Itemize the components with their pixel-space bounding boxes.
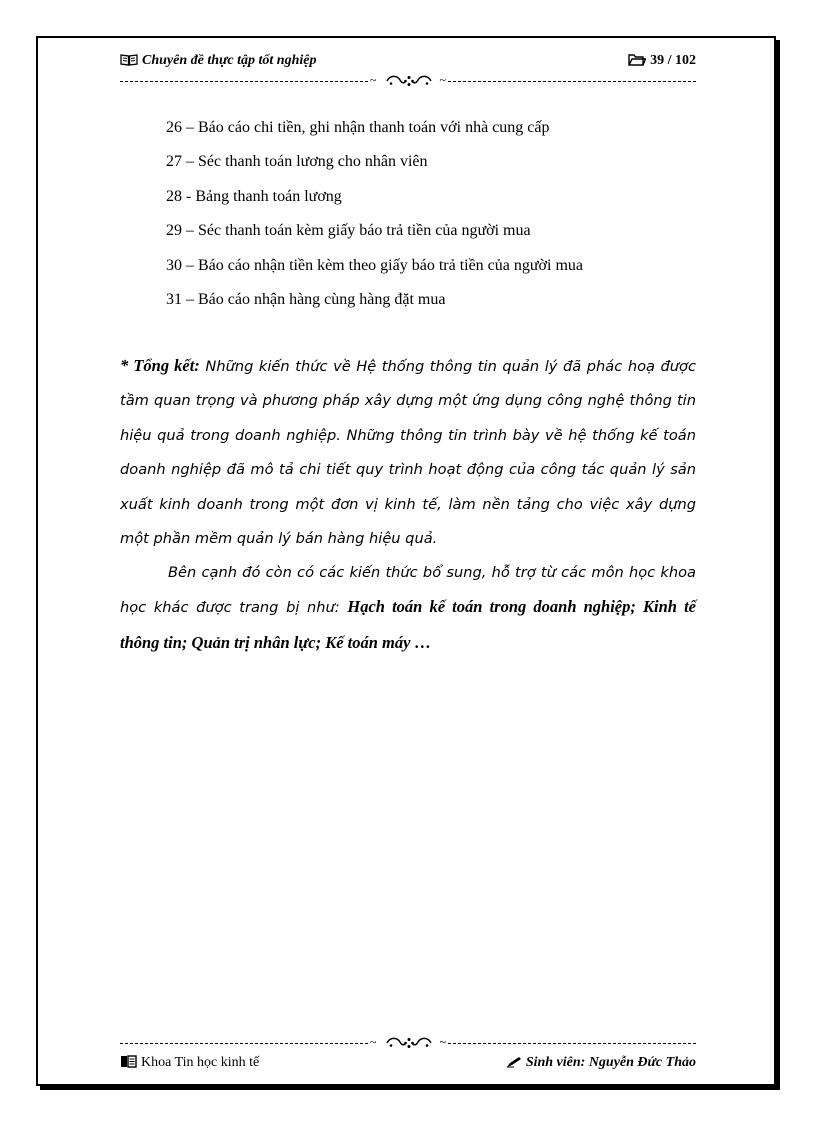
- list-item: 29 – Séc thanh toán kèm giấy báo trả tiền của người mua: [166, 222, 531, 240]
- ornament-icon: [385, 1036, 433, 1050]
- page-header: [120, 50, 696, 74]
- supplement-paragraph: [120, 556, 696, 661]
- footer-department: Khoa Tin học kinh tế: [141, 1055, 260, 1070]
- book-icon: [120, 53, 138, 71]
- summary-text: Những kiến thức về Hệ thống thông tin quản lý đã phác hoạ được tầm quan trọng và phương pháp xây dựng một ứng dụng công nghệ thông tin hiệu quả trong doanh nghiệp. Những thông tin trình bày về hệ thống kế toán doanh nghiệp đã mô tả chi tiết quy trình hoạt động của công tác quản lý sản xuất kinh doanh trong một đơn vị kinh tế, làm nền tảng cho việc xây dựng một phần mềm quản lý bán hàng hiệu quả.: [120, 358, 696, 548]
- page-footer: [120, 1053, 696, 1075]
- document-title: Chuyên đề thực tập tốt nghiệp: [142, 53, 317, 68]
- page-number: 39 / 102: [650, 53, 696, 68]
- header-divider: ~ ~: [120, 74, 696, 90]
- summary-paragraph: [120, 349, 696, 556]
- folder-icon: [628, 53, 646, 71]
- supplement-text: Bên cạnh đó còn có các kiến thức bổ sung, hỗ trợ từ các môn học khoa học khác được trang bị như:: [120, 564, 696, 617]
- header-page-group: [628, 53, 696, 71]
- ornament-icon: [385, 74, 433, 88]
- footer-student: Sinh viên: Nguyễn Đức Thảo: [525, 1055, 696, 1070]
- document-icon: [120, 1055, 137, 1073]
- list-item: 30 – Báo cáo nhận tiền kèm theo giấy báo trả tiền của người mua: [166, 256, 584, 274]
- footer-student-group: [506, 1055, 696, 1073]
- list-item: 26 – Báo cáo chi tiền, ghi nhận thanh toán với nhà cung cấp: [166, 119, 550, 136]
- list-item: 28 - Bảng thanh toán lương: [166, 187, 342, 205]
- list-item: 27 – Séc thanh toán lương cho nhân viên: [166, 153, 428, 171]
- header-title-group: [120, 53, 316, 71]
- pen-icon: [506, 1056, 522, 1073]
- summary-label: * Tổng kết:: [120, 356, 200, 375]
- form-list: [166, 116, 583, 322]
- footer-divider: ~ ~: [120, 1036, 696, 1052]
- supplement-subjects: Hạch toán kế toán trong doanh nghiệp; Kinh tế thông tin; Quản trị nhân lực; Kế toán máy …: [120, 597, 696, 652]
- footer-department-group: [120, 1055, 259, 1073]
- list-item: 31 – Báo cáo nhận hàng cùng hàng đặt mua: [166, 290, 446, 308]
